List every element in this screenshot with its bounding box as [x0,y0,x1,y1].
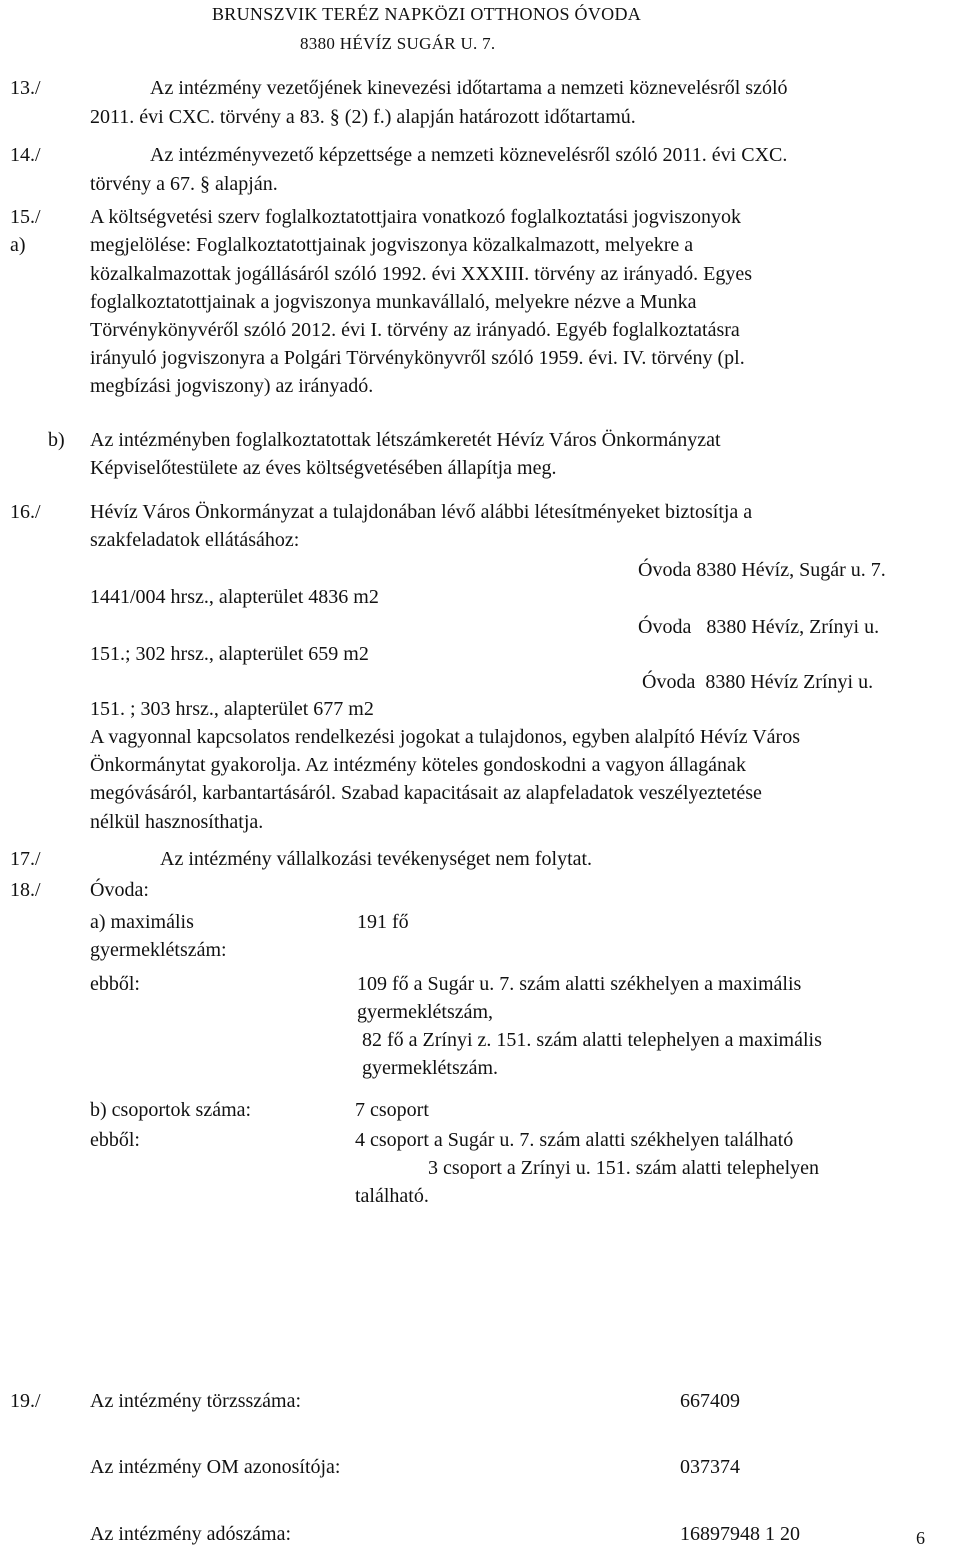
headcount-breakdown-label: ebből: [90,973,140,995]
group-count-value: 7 csoport [355,1099,429,1121]
om-id-label: Az intézmény OM azonosítója: [90,1456,341,1478]
site-1-name: Óvoda 8380 Hévíz, Sugár u. 7. [638,559,886,581]
section-15-a-line-1: A költségvetési szerv foglalkoztatottjaira vonatkozó foglalkoztatási jogviszonyok [90,206,741,228]
max-headcount-label-1: a) maximális [90,911,194,933]
section-15-a-line-7: megbízási jogviszony) az irányadó. [90,375,374,397]
section-18-number: 18./ [10,879,41,901]
headcount-breakdown-line-2: gyermeklétszám, [357,1001,494,1023]
headcount-breakdown-line-4: gyermeklétszám. [362,1057,499,1079]
section-16-para-line-1: A vagyonnal kapcsolatos rendelkezési jogokat a tulajdonos, egyben alalpító Hévíz Város [90,726,800,748]
section-15-b-line-2: Képviselőtestülete az éves költségvetésében állapítja meg. [90,457,557,479]
section-17-number: 17./ [10,848,41,870]
section-16-number: 16./ [10,501,41,523]
section-15-a-line-3: közalkalmazottak jogállásáról szóló 1992. évi XXXIII. törvény az irányadó. Egyes [90,263,753,285]
tax-number-label: Az intézmény adószáma: [90,1523,292,1545]
section-15-a-line-6: irányuló jogviszonyra a Polgári Törvénykönyvről szóló 1959. évi. IV. törvény (pl. [90,347,745,369]
group-breakdown-line-2: 3 csoport a Zrínyi u. 151. szám alatti telephelyen [428,1157,819,1179]
site-2-name: Óvoda 8380 Hévíz, Zrínyi u. [638,616,880,638]
section-15-sub-a-marker: a) [10,234,26,256]
om-id-value: 037374 [680,1456,740,1478]
section-15-b-line-1: Az intézményben foglalkoztatottak létszámkeretét Hévíz Város Önkormányzat [90,429,721,451]
section-15-number: 15./ [10,206,41,228]
site-3-plot: 151. ; 303 hrsz., alapterület 677 m2 [90,698,374,720]
headcount-breakdown-line-1: 109 fő a Sugár u. 7. szám alatti székhelyen a maximális [357,973,802,995]
section-15-a-line-2: megjelölése: Foglalkoztatottjainak jogviszonya közalkalmazott, melyekre a [90,234,694,256]
section-16-line-1: Hévíz Város Önkormányzat a tulajdonában lévő alábbi létesítményeket biztosítja a [90,501,753,523]
group-breakdown-label: ebből: [90,1129,140,1151]
section-16-para-line-2: Önkormánytat gyakorolja. Az intézmény köteles gondoskodni a vagyon állagának [90,754,746,776]
section-16-line-2: szakfeladatok ellátásához: [90,529,300,551]
section-14-line-1: Az intézményvezető képzettsége a nemzeti köznevelésről szóló 2011. évi CXC. [150,144,788,166]
section-18-title: Óvoda: [90,879,149,901]
section-14-number: 14./ [10,144,41,166]
group-breakdown-line-3: található. [355,1185,429,1207]
section-19-number: 19./ [10,1390,41,1412]
section-16-para-line-4: nélkül hasznosíthatja. [90,811,264,833]
group-breakdown-line-1: 4 csoport a Sugár u. 7. szám alatti székhelyen található [355,1129,794,1151]
site-3-name: Óvoda 8380 Hévíz Zrínyi u. [642,671,874,693]
header-address: 8380 HÉVÍZ SUGÁR U. 7. [300,34,496,53]
section-13-line-1: Az intézmény vezetőjének kinevezési időtartama a nemzeti köznevelésről szóló [150,77,788,99]
register-number-value: 667409 [680,1390,740,1412]
page-number: 6 [916,1528,925,1548]
section-13-number: 13./ [10,77,41,99]
site-2-plot: 151.; 302 hrsz., alapterület 659 m2 [90,643,369,665]
section-15-a-line-4: foglalkoztatottjainak a jogviszonya munkavállaló, melyekre nézve a Munka [90,291,697,313]
header-institution-name: BRUNSZVIK TERÉZ NAPKÖZI OTTHONOS ÓVODA [212,4,642,24]
max-headcount-label-2: gyermeklétszám: [90,939,227,961]
max-headcount-value: 191 fő [357,911,409,933]
section-13-line-2: 2011. évi CXC. törvény a 83. § (2) f.) alapján határozott időtartamú. [90,106,636,128]
site-1-plot: 1441/004 hrsz., alapterület 4836 m2 [90,586,379,608]
section-16-para-line-3: megóvásáról, karbantartásáról. Szabad kapacitásait az alapfeladatok veszélyeztetése [90,782,762,804]
section-17-text: Az intézmény vállalkozási tevékenységet nem folytat. [160,848,593,870]
section-15-a-line-5: Törvénykönyvéről szóló 2012. évi I. törvény az irányadó. Egyéb foglalkoztatásra [90,319,740,341]
section-15-sub-b-marker: b) [48,429,65,451]
tax-number-value: 16897948 1 20 [680,1523,800,1545]
section-14-line-2: törvény a 67. § alapján. [90,173,278,195]
group-count-label: b) csoportok száma: [90,1099,252,1121]
register-number-label: Az intézmény törzsszáma: [90,1390,302,1412]
headcount-breakdown-line-3: 82 fő a Zrínyi z. 151. szám alatti telephelyen a maximális [362,1029,822,1051]
